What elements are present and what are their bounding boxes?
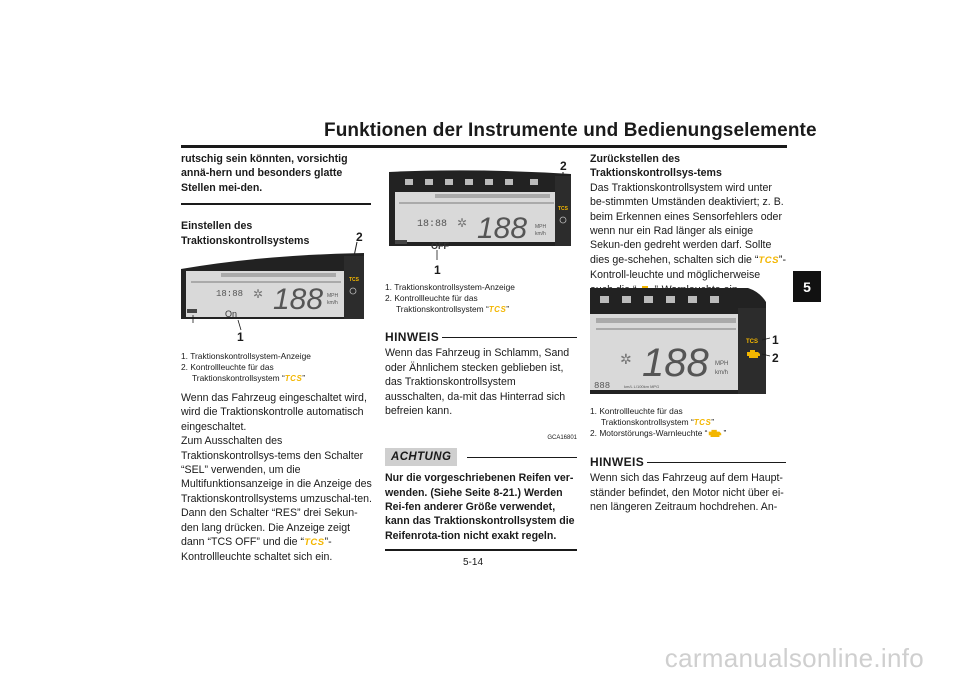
caption-item-continued: Traktionskontrollsystem “TCS” <box>601 417 715 427</box>
fig3-label-1: 1 <box>772 333 779 347</box>
fig3-unit-mph: MPH <box>715 361 729 367</box>
body-paragraph: Wenn das Fahrzeug eingeschaltet wird, wird die Traktionskontrolle automatisch eingeschaltet. <box>181 392 367 433</box>
caption-item: 1. Traktionskontrollsystem-Anzeige <box>385 282 515 292</box>
fig3-label-2: 2 <box>772 351 779 365</box>
fig1-tcs-tag: TCS <box>349 277 359 283</box>
notice-code: GCA16801 <box>547 435 577 442</box>
header-rule <box>181 145 787 148</box>
fig1-unit-mph: MPH <box>327 293 339 299</box>
dashboard-figure-3 <box>590 288 786 406</box>
fig1-label-2: 2 <box>356 230 363 244</box>
watermark: carmanualsonline.info <box>664 643 924 673</box>
engine-warning-icon <box>707 428 723 441</box>
hinweis-title: HINWEIS <box>385 330 440 344</box>
page-header-title: Funktionen der Instrumente und Bedienungselemente <box>324 120 817 141</box>
fig2-snow-icon: ✲ <box>457 216 468 230</box>
tcs-icon: TCS <box>488 305 507 314</box>
body-paragraph: Das Traktionskontrollsystem wird unter be-stimmten Umständen deaktiviert; z. B. beim Erkennen eines Sensorfehlers oder wenn nur ein Rad länger als einige Sekun-den gedreht werden darf. Sollte dies ge-schehen, schalten sich die “TCS”-Kontroll-leuchte und möglicherweise <box>590 181 786 299</box>
column-1-body <box>181 391 373 565</box>
fig1-snow-icon: ✲ <box>253 287 264 301</box>
achtung-heading <box>385 448 577 466</box>
section-title: Zurückstellen des Traktionskontrollsys-tems <box>590 153 722 180</box>
fig1-unit-kmh: km/h <box>327 300 338 306</box>
caption-item: 2. Kontrollleuchte für das <box>385 293 478 303</box>
dashboard-figure-2 <box>385 158 577 280</box>
fig2-unit-kmh: km/h <box>535 231 546 237</box>
achtung-rule <box>385 549 577 551</box>
tcs-icon: TCS <box>758 254 779 266</box>
fig2-label-1: 1 <box>434 263 441 277</box>
caption-item: 2. Kontrollleuchte für das <box>181 362 274 372</box>
caption-item: 2. Motorstörungs-Warnleuchte “ ” <box>590 428 786 441</box>
section-title: Einstellen des Traktionskontrollsystems <box>181 220 310 247</box>
fig1-label-1: 1 <box>237 330 244 344</box>
fig2-small-value: 18:88 <box>417 219 448 230</box>
figure-1-captions <box>181 351 371 384</box>
fig3-unit-kmh: km/h <box>715 370 729 376</box>
achtung-text: Nur die vorgeschriebenen Reifen ver-wenden. (Siehe Seite 8-21.) Werden Rei-fen anderer Größe verwendet, kann das Traktionskontrollsystem die Reifenrota-tion nicht exakt regeln. <box>385 472 575 542</box>
figure-3-captions <box>590 406 786 441</box>
hinweis-title: HINWEIS <box>590 455 645 469</box>
column-2-body <box>385 330 577 551</box>
caption-item-continued: Traktionskontrollsystem “TCS” <box>192 373 306 383</box>
chapter-tab: 5 <box>793 271 821 302</box>
fig2-display-value: 188 <box>477 212 528 245</box>
column-3-hinweis <box>590 455 786 515</box>
fig3-small-units: km/L L/100km MPG <box>624 384 660 389</box>
fig2-unit-mph: MPH <box>535 224 547 230</box>
fig2-bottom-text: OFF <box>431 241 449 251</box>
fig3-tcs-tag: TCS <box>746 339 758 345</box>
tcs-icon: TCS <box>304 537 325 549</box>
fig1-display-value: 188 <box>273 283 324 316</box>
hinweis-text: Wenn sich das Fahrzeug auf dem Haupt-ständer befindet, den Motor nicht über ei-nen längeren Zeitraum hochdrehen. An- <box>590 472 784 514</box>
hinweis-heading <box>385 330 577 344</box>
tcs-icon: TCS <box>284 374 303 383</box>
fig1-small-value: 18:88 <box>216 289 244 299</box>
intro-bold-text: rutschig sein könnten, vorsichtig annä-hern und besonders glatte Stellen mei-den. <box>181 153 348 194</box>
page-number: 5-14 <box>463 557 484 568</box>
fig2-label-2: 2 <box>560 159 567 173</box>
fig3-small-left: 888 <box>594 381 611 391</box>
section-rule <box>181 203 371 205</box>
body-paragraph: Zum Ausschalten des Traktionskontrollsys-tems den Schalter “SEL” verwenden, um die Multifunktionsanzeige in die Anzeige des Traktionskontrollsystems umzuschal-ten. Dann den Schalter “RES” drei Sekun-den lang drücken. Die Anzeige zeigt dann “TCS OFF” und die “TCS”-Kontrollleuchte schaltet sich ein. <box>181 435 372 564</box>
fig3-display-value: 188 <box>642 341 709 385</box>
caption-item: 1. Kontrollleuchte für das <box>590 406 683 416</box>
hinweis-text: Wenn das Fahrzeug in Schlamm, Sand oder Ähnlichem stecken geblieben ist, das Traktionskontrollsystem ausschalten, da-mit das Hinterrad sich befreien kann. <box>385 347 570 418</box>
dashboard-figure-1 <box>181 229 371 351</box>
tcs-icon: TCS <box>693 418 712 427</box>
caption-item-continued: Traktionskontrollsystem “TCS” <box>396 304 510 314</box>
column-3 <box>590 152 786 299</box>
fig1-bottom-text: On <box>225 309 238 319</box>
fig3-snow-icon: ✲ <box>620 351 632 367</box>
hinweis-heading <box>590 455 786 469</box>
achtung-title: ACHTUNG <box>385 448 457 466</box>
caption-item: 1. Traktionskontrollsystem-Anzeige <box>181 351 311 361</box>
fig2-tcs-tag: TCS <box>558 206 568 212</box>
figure-2-captions <box>385 282 575 315</box>
